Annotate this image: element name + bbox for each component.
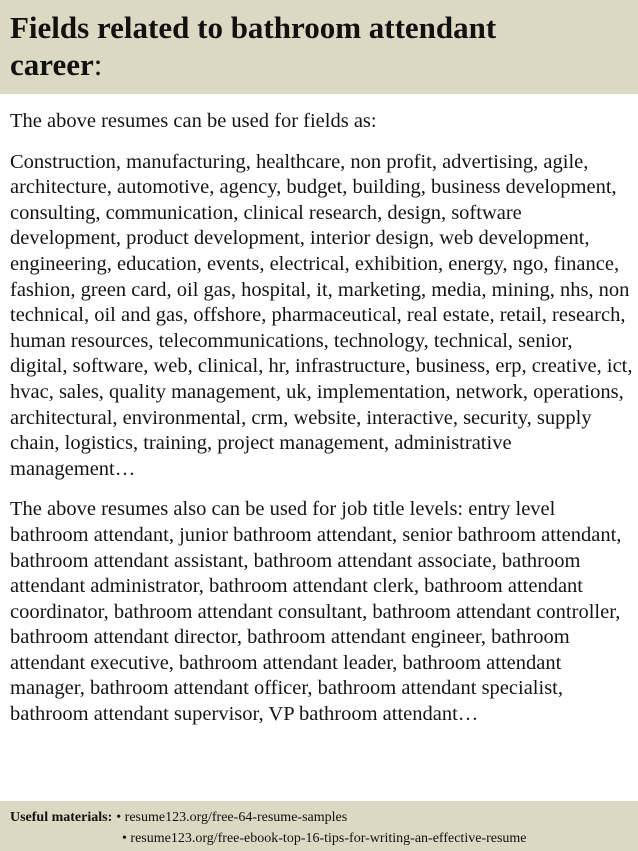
body-content (10, 109, 635, 728)
ebook-tips-link[interactable]: resume123.org/free-ebook-top-16-tips-for-writing-an-effective-resume (130, 831, 527, 846)
page-title-colon: : (93, 47, 103, 82)
page-title (10, 9, 628, 83)
useful-materials-label-text: Useful materials (10, 810, 108, 825)
job-levels-list: The above resumes also can be used for job title levels: entry level bathroom attendant, junior bathroom attendant, senior bathroom attendant, bathroom attendant assistant, bathroom attendant associate, bathroom attendant administrator, bathroom attendant clerk, bathroom attendant coordinator, bathroom attendant consultant, bathroom attendant controller, bathroom attendant director, bathroom attendant engineer, bathroom attendant executive, bathroom attendant leader, bathroom attendant manager, bathroom attendant officer, bathroom attendant specialist, bathroom attendant supervisor, VP bathroom attendant… (10, 498, 622, 726)
page-title-line2: career (10, 47, 94, 82)
bullet-2: • (122, 831, 127, 846)
bullet-1: • (116, 810, 122, 825)
useful-materials-separator: : (107, 810, 113, 825)
intro-text: The above resumes can be used for fields as: (10, 110, 377, 132)
title-band (0, 0, 638, 94)
useful-materials-label (10, 807, 112, 828)
resume-samples-link[interactable]: resume123.org/free-64-resume-samples (124, 810, 348, 825)
useful-materials-row-2 (10, 828, 628, 849)
fields-list: Construction, manufacturing, healthcare, non profit, advertising, agile, architecture, automotive, agency, budget, building, business development, consulting, communication, clinical research, design, software development, product development, interior design, web development, engineering, education, events, electrical, exhibition, energy, ngo, finance, fashion, green card, oil gas, hospital, it, marketing, media, mining, nhs, non technical, oil and gas, offshore, pharmaceutical, real estate, retail, research, human resources, telecommunications, technology, technical, senior, digital, software, web, clinical, hr, infrastructure, business, erp, creative, ict, hvac, sales, quality management, uk, implementation, network, operations, architectural, environmental, crm, website, interactive, security, supply chain, logistics, training, project management, administrative management… (10, 150, 633, 480)
useful-materials-row-1 (10, 807, 628, 828)
useful-materials-band (0, 801, 638, 851)
page-title-line1: Fields related to bathroom attendant (10, 10, 497, 45)
